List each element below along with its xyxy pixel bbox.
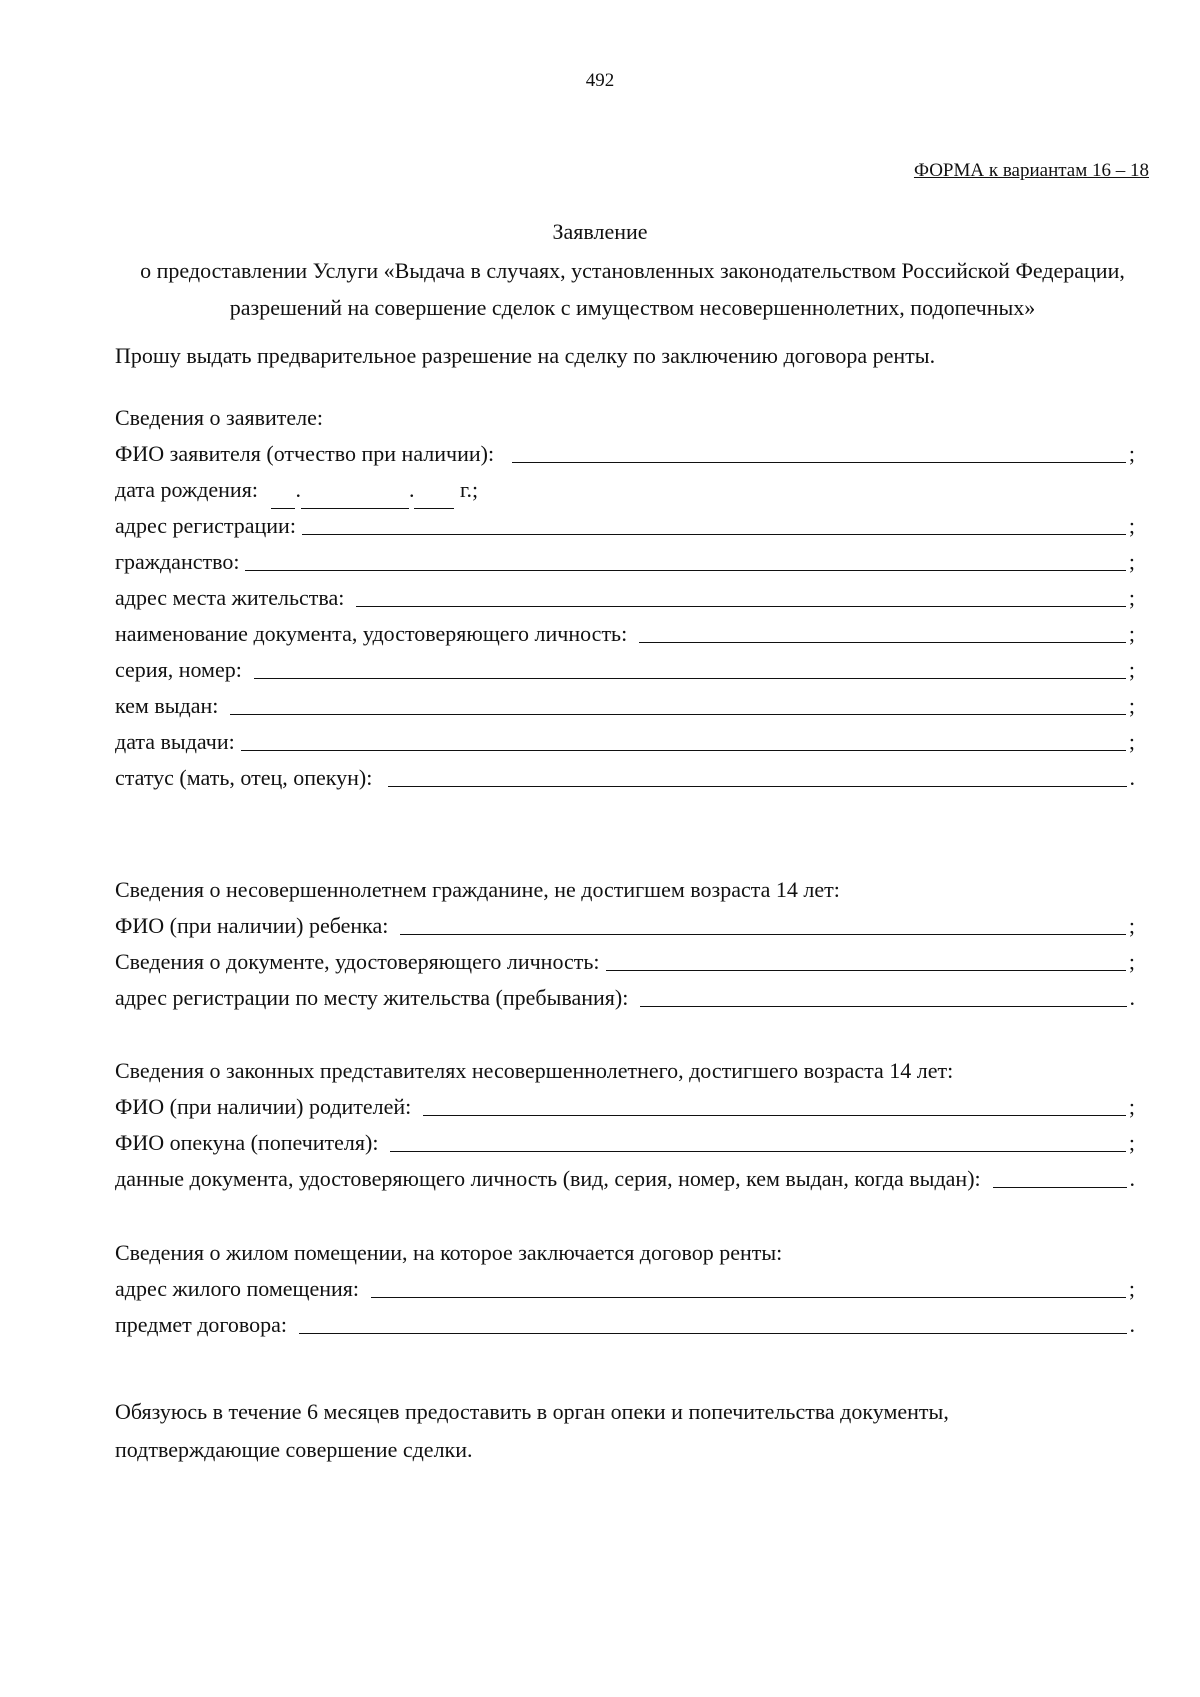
birth-month-blank[interactable] xyxy=(301,472,409,509)
field-end: ; xyxy=(1128,949,1135,974)
field-end: . xyxy=(1129,1312,1135,1337)
birth-day-blank[interactable] xyxy=(271,472,295,509)
child-address-label: адрес регистрации по месту жительства (пребывания): xyxy=(115,985,629,1010)
page-number: 492 xyxy=(585,70,615,91)
field-end: ; xyxy=(1128,441,1135,466)
applicant-section xyxy=(115,400,1135,796)
property-heading: Сведения о жилом помещении, на которое заключается договор ренты: xyxy=(115,1240,783,1265)
property-section xyxy=(115,1235,1135,1343)
rep-doc-label: данные документа, удостоверяющего личность (вид, серия, номер, кем выдан, когда выдан): xyxy=(115,1166,981,1191)
citizenship-field[interactable] xyxy=(115,544,1135,580)
minor-heading: Сведения о несовершеннолетнем гражданине, не достигшем возраста 14 лет: xyxy=(115,877,840,902)
representatives-section xyxy=(115,1053,1135,1197)
residence-field[interactable] xyxy=(115,580,1135,616)
birth-date-label: дата рождения: xyxy=(115,477,258,502)
birth-date-suffix: г.; xyxy=(459,477,479,502)
child-doc-field[interactable] xyxy=(115,944,1135,980)
field-end: ; xyxy=(1128,693,1135,718)
field-end: ; xyxy=(1128,549,1135,574)
citizenship-blank[interactable] xyxy=(245,570,1125,571)
field-end: ; xyxy=(1128,513,1135,538)
guardian-fio-blank[interactable] xyxy=(390,1151,1125,1152)
obligation-paragraph: Обязуюсь в течение 6 месяцев предоставить в орган опеки и попечительства документы, подтверждающие совершение сделки. xyxy=(115,1399,949,1462)
id-doc-blank[interactable] xyxy=(639,642,1126,643)
contract-subject-label: предмет договора: xyxy=(115,1312,288,1337)
id-doc-label: наименование документа, удостоверяющего личность: xyxy=(115,621,628,646)
property-address-blank[interactable] xyxy=(371,1297,1126,1298)
series-field[interactable] xyxy=(115,652,1135,688)
field-end: ; xyxy=(1128,621,1135,646)
property-address-field[interactable] xyxy=(115,1271,1135,1307)
field-end: . xyxy=(1129,1166,1135,1191)
applicant-fio-label: ФИО заявителя (отчество при наличии): xyxy=(115,441,495,466)
birth-year-blank[interactable] xyxy=(414,472,454,509)
status-field[interactable] xyxy=(115,760,1135,796)
document-title: Заявление xyxy=(552,219,648,244)
issue-date-field[interactable] xyxy=(115,724,1135,760)
issue-date-blank[interactable] xyxy=(241,750,1126,751)
field-end: . xyxy=(1129,985,1135,1010)
guardian-fio-field[interactable] xyxy=(115,1125,1135,1161)
residence-blank[interactable] xyxy=(356,606,1125,607)
parents-fio-blank[interactable] xyxy=(423,1115,1126,1116)
child-address-field[interactable] xyxy=(115,980,1135,1016)
child-address-blank[interactable] xyxy=(640,1006,1126,1007)
property-address-label: адрес жилого помещения: xyxy=(115,1276,359,1301)
applicant-heading: Сведения о заявителе: xyxy=(115,405,324,430)
rep-doc-blank[interactable] xyxy=(993,1187,1127,1188)
reg-address-label: адрес регистрации: xyxy=(115,513,296,538)
minor-section xyxy=(115,872,1135,1016)
series-label: серия, номер: xyxy=(115,657,242,682)
field-end: ; xyxy=(1128,1130,1135,1155)
field-end: ; xyxy=(1128,729,1135,754)
series-blank[interactable] xyxy=(254,678,1126,679)
issued-by-field[interactable] xyxy=(115,688,1135,724)
field-end: ; xyxy=(1128,1094,1135,1119)
guardian-fio-label: ФИО опекуна (попечителя): xyxy=(115,1130,379,1155)
issued-by-label: кем выдан: xyxy=(115,693,219,718)
contract-subject-field[interactable] xyxy=(115,1307,1135,1343)
residence-label: адрес места жительства: xyxy=(115,585,345,610)
status-blank[interactable] xyxy=(388,786,1126,787)
status-label: статус (мать, отец, опекун): xyxy=(115,765,373,790)
child-fio-blank[interactable] xyxy=(400,934,1125,935)
child-doc-label: Сведения о документе, удостоверяющего личность: xyxy=(115,949,600,974)
child-fio-label: ФИО (при наличии) ребенка: xyxy=(115,913,389,938)
child-doc-blank[interactable] xyxy=(606,970,1126,971)
request-text: Прошу выдать предварительное разрешение на сделку по заключению договора ренты. xyxy=(115,343,936,368)
request-paragraph xyxy=(115,338,1135,374)
parents-fio-field[interactable] xyxy=(115,1089,1135,1125)
birth-date-field[interactable]: дата рождения: . . г.; xyxy=(115,472,1135,508)
field-end: ; xyxy=(1128,1276,1135,1301)
parents-fio-label: ФИО (при наличии) родителей: xyxy=(115,1094,412,1119)
child-fio-field[interactable] xyxy=(115,908,1135,944)
id-doc-field[interactable] xyxy=(115,616,1135,652)
field-end: ; xyxy=(1128,913,1135,938)
rep-doc-field[interactable] xyxy=(115,1161,1135,1197)
issued-by-blank[interactable] xyxy=(230,714,1126,715)
representatives-heading: Сведения о законных представителях несовершеннолетнего, достигшего возраста 14 лет: xyxy=(115,1058,954,1083)
issue-date-label: дата выдачи: xyxy=(115,729,235,754)
field-end: ; xyxy=(1128,657,1135,682)
reg-address-field[interactable] xyxy=(115,508,1135,544)
field-end: ; xyxy=(1128,585,1135,610)
reg-address-blank[interactable] xyxy=(302,534,1126,535)
contract-subject-blank[interactable] xyxy=(299,1333,1126,1334)
citizenship-label: гражданство: xyxy=(115,549,240,574)
form-reference: ФОРМА к вариантам 16 – 18 xyxy=(913,160,1149,181)
applicant-fio-blank[interactable] xyxy=(512,462,1126,463)
document-subtitle: о предоставлении Услуги «Выдача в случаях, установленных законодательством Российской Федерации, разрешений на совершение сделок с имуществом несовершеннолетних, подопечных» xyxy=(140,258,1125,320)
applicant-fio-field[interactable] xyxy=(115,436,1135,472)
field-end: . xyxy=(1129,765,1135,790)
